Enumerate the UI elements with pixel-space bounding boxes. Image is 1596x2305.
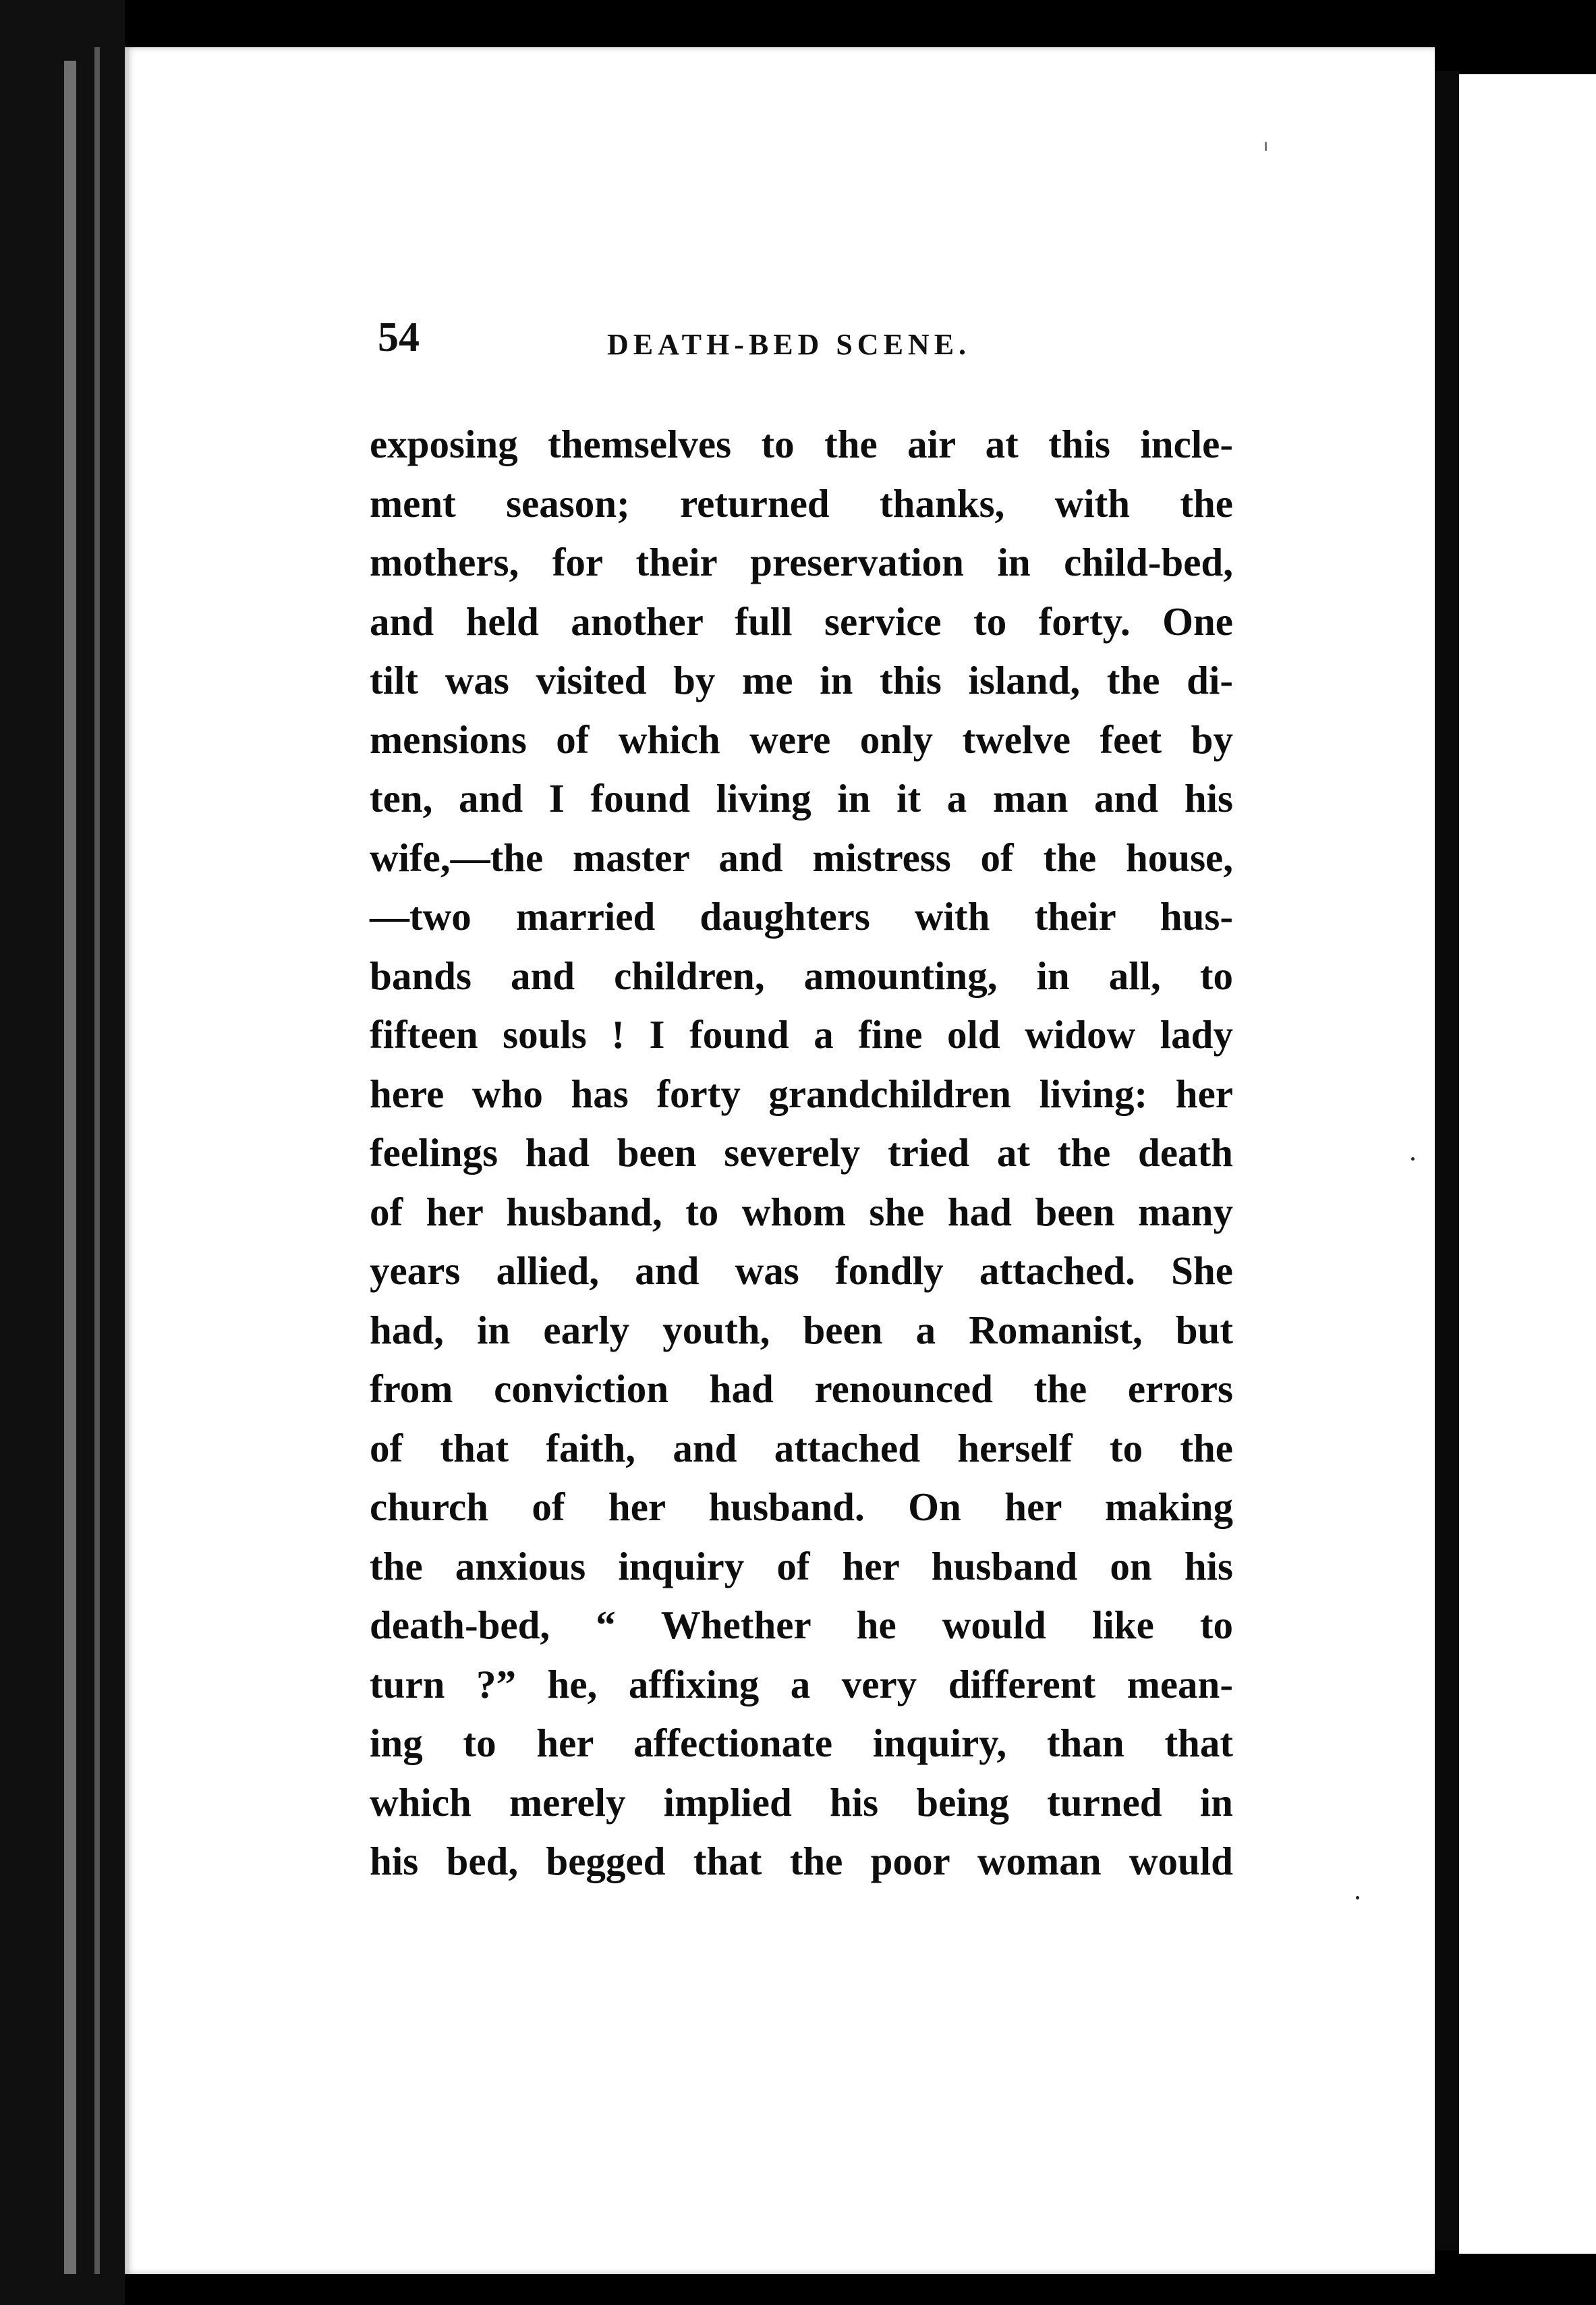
book-spine-line <box>94 47 100 2274</box>
text-line: turn ?” he, affixing a very different mean- <box>370 1661 1233 1706</box>
text-line: ten, and I found living in it a man and his <box>370 776 1233 821</box>
text-line: church of her husband. On her making <box>370 1484 1233 1529</box>
text-line: his bed, begged that the poor woman would <box>370 1839 1233 1883</box>
text-line: fifteen souls ! I found a fine old widow lady <box>370 1012 1233 1057</box>
text-line: bands and children, amounting, in all, to <box>370 953 1233 998</box>
paper-speck <box>1356 1896 1359 1899</box>
text-line: mothers, for their preservation in child-bed, <box>370 540 1233 584</box>
book-spine-edge <box>0 0 125 2305</box>
paper-speck <box>1265 142 1267 151</box>
paper-speck <box>1411 1157 1415 1161</box>
text-line: exposing themselves to the air at this incle- <box>370 422 1233 466</box>
text-line: from conviction had renounced the errors <box>370 1366 1233 1411</box>
book-spine-highlight <box>64 61 76 2274</box>
facing-page <box>1459 74 1596 2254</box>
text-line: ment season; returned thanks, with the <box>370 480 1233 526</box>
text-line: which merely implied his being turned in <box>370 1779 1233 1825</box>
text-line: here who has forty grandchildren living: her <box>370 1071 1233 1116</box>
text-line: feelings had been severely tried at the death <box>370 1130 1233 1175</box>
text-line: years allied, and was fondly attached. She <box>370 1248 1233 1293</box>
page-number: 54 <box>378 314 420 360</box>
text-line: death-bed, “ Whether he would like to <box>370 1603 1233 1647</box>
body-text <box>370 415 1233 1891</box>
text-line: had, in early youth, been a Romanist, but <box>370 1307 1233 1352</box>
page-gutter <box>1435 71 1459 2250</box>
running-head: DEATH-BED SCENE. <box>607 328 971 361</box>
page-header <box>378 314 1228 368</box>
text-line: and held another full service to forty. One <box>370 599 1233 644</box>
text-line: mensions of which were only twelve feet by <box>370 717 1233 762</box>
text-line: —two married daughters with their hus- <box>370 894 1233 939</box>
text-line: tilt was visited by me in this island, the di- <box>370 658 1233 702</box>
text-line: wife,—the master and mistress of the house, <box>370 835 1233 880</box>
text-line: the anxious inquiry of her husband on his <box>370 1543 1233 1588</box>
text-line: of that faith, and attached herself to the <box>370 1425 1233 1470</box>
text-line: of her husband, to whom she had been many <box>370 1189 1233 1234</box>
text-line: ing to her affectionate inquiry, than that <box>370 1721 1233 1765</box>
